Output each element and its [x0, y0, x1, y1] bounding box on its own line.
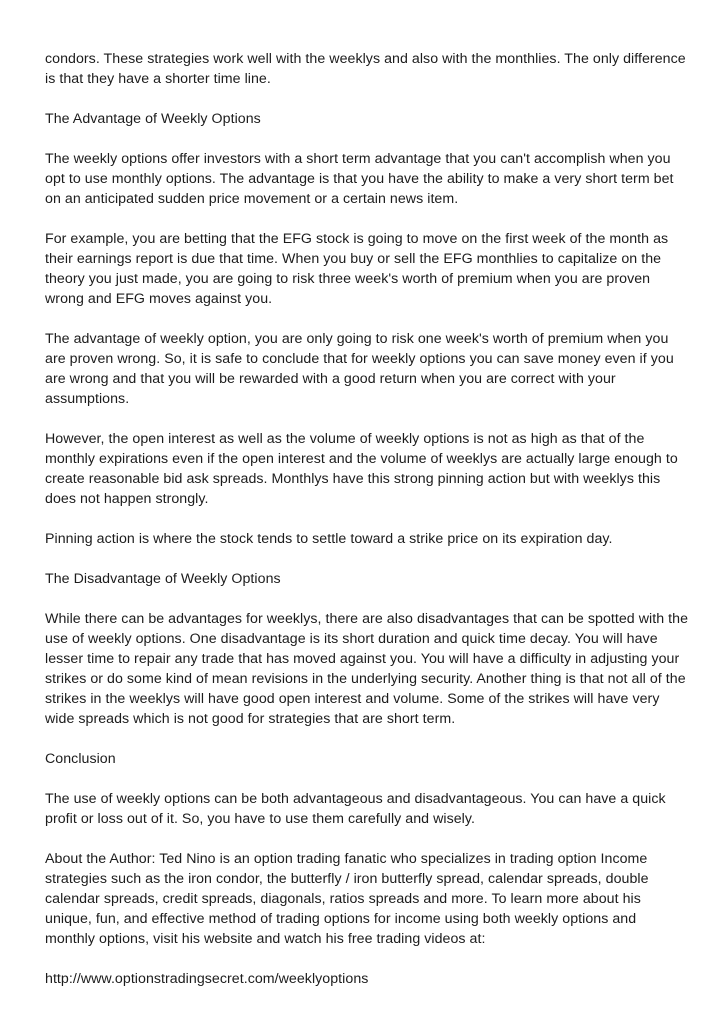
- paragraph-advantage-summary: The weekly options offer investors with a short term advantage that you can't accomplish when you opt to use monthly options. The advantage is that you have the ability to make a very short term bet on an anticipated sudden price movement or a certain news item.: [45, 151, 674, 207]
- paragraph-open-interest: However, the open interest as well as the volume of weekly options is not as high as that of the monthly expirations even if the open interest and the volume of weeklys are actually large enough to create reasonable bid ask spreads. Monthlys have this strong pinning action but with weeklys this does not happen strongly.: [45, 431, 678, 507]
- author-website-link[interactable]: http://www.optionstradingsecret.com/weeklyoptions: [45, 971, 369, 987]
- paragraph-weekly-risk: The advantage of weekly option, you are only going to risk one week's worth of premium when you are proven wrong. So, it is safe to conclude that for weekly options you can save money even if you are wrong and that you will be rewarded with a good return when you are correct with your assumptions.: [45, 331, 674, 407]
- paragraph-pinning-action: Pinning action is where the stock tends to settle toward a strike price on its expiration day.: [45, 531, 613, 547]
- paragraph-conclusion: The use of weekly options can be both advantageous and disadvantageous. You can have a quick profit or loss out of it. So, you have to use them carefully and wisely.: [45, 791, 666, 827]
- paragraph-intro-continuation: condors. These strategies work well with the weeklys and also with the monthlies. The only difference is that they have a shorter time line.: [45, 51, 686, 87]
- paragraph-disadvantage-details: While there can be advantages for weeklys, there are also disadvantages that can be spotted with the use of weekly options. One disadvantage is its short duration and quick time decay. You will have lesser time to repair any trade that has moved against you. You will have a difficulty in adjusting your strikes or do some kind of mean revisions in the underlying security. Another thing is that not all of the strikes in the weeklys will have good open interest and volume. Some of the strikes will have very wide spreads which is not good for strategies that are short term.: [45, 611, 689, 727]
- paragraph-about-author: About the Author: Ted Nino is an option trading fanatic who specializes in trading option Income strategies such as the iron condor, the butterfly / iron butterfly spread, calendar spreads, double calendar spreads, credit spreads, diagonals, ratios spreads and more. To learn more about his unique, fun, and effective method of trading options for income using both weekly options and monthly options, visit his website and watch his free trading videos at:: [45, 851, 649, 947]
- section-heading-advantage: The Advantage of Weekly Options: [45, 111, 261, 127]
- section-heading-disadvantage: The Disadvantage of Weekly Options: [45, 571, 281, 587]
- section-heading-conclusion: Conclusion: [45, 751, 116, 767]
- paragraph-efg-example: For example, you are betting that the EFG stock is going to move on the first week of the month as their earnings report is due that time. When you buy or sell the EFG monthlies to capitalize on the theory you just made, you are going to risk three week's worth of premium when you are proven wrong and EFG moves against you.: [45, 231, 669, 307]
- document-page: [45, 49, 690, 989]
